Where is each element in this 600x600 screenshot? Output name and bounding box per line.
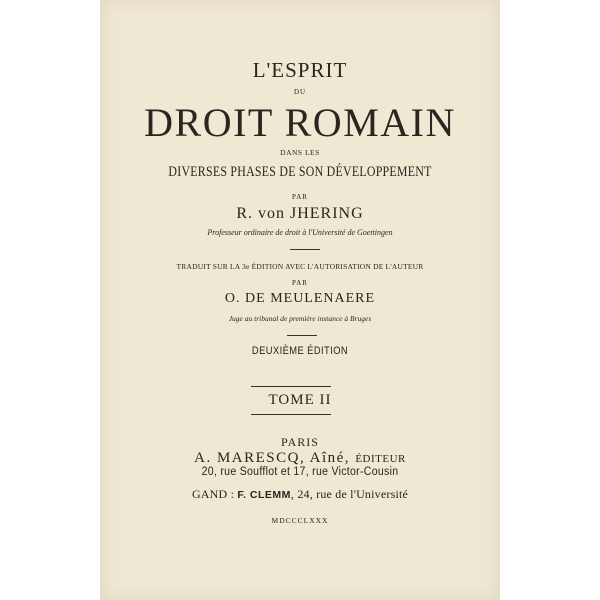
gand-publisher-name: F. CLEMM [237,489,291,501]
divider-rule [251,386,331,387]
publisher-role: ÉDITEUR [355,453,406,465]
subtitle: DIVERSES PHASES DE SON DÉVELOPPEMENT [168,164,432,180]
translator-description: Juge au tribunal de première instance à Bruges [228,314,372,323]
par-label-translator: PAR [292,279,308,287]
translation-note: TRADUIT SUR LA 3e ÉDITION AVEC L'AUTORISATION DE L'AUTEUR [176,262,424,271]
par-label-author: PAR [292,193,308,201]
main-title: DROIT ROMAIN [144,100,456,145]
author-description: Professeur ordinaire de droit à l'Université de Goettingen [207,228,393,237]
title-page [100,0,500,600]
edition-label: DEUXIÈME ÉDITION [251,345,349,357]
volume-label: TOME II [268,392,332,408]
publisher-address: 20, rue Soufflot et 17, rue Victor-Cousin [201,466,399,478]
gand-address: , 24, rue de l'Université [290,487,409,501]
divider-rule [287,335,317,336]
publisher-name: A. MARESCQ, Aîné, [194,450,351,466]
publisher-line [100,450,500,467]
publication-year: MDCCCLXXX [271,516,329,525]
title-line-esprit: L'ESPRIT [252,58,348,82]
title-dans-les: DANS LES [280,148,320,157]
gand-line [100,487,500,502]
title-du: DU [293,88,307,96]
author-name: R. von JHERING [236,205,364,222]
divider-rule [290,249,320,250]
publisher-city: PARIS [281,435,319,449]
gand-prefix: GAND : [191,487,235,501]
divider-rule [251,414,331,415]
translator-name: O. DE MEULENAERE [224,291,376,306]
